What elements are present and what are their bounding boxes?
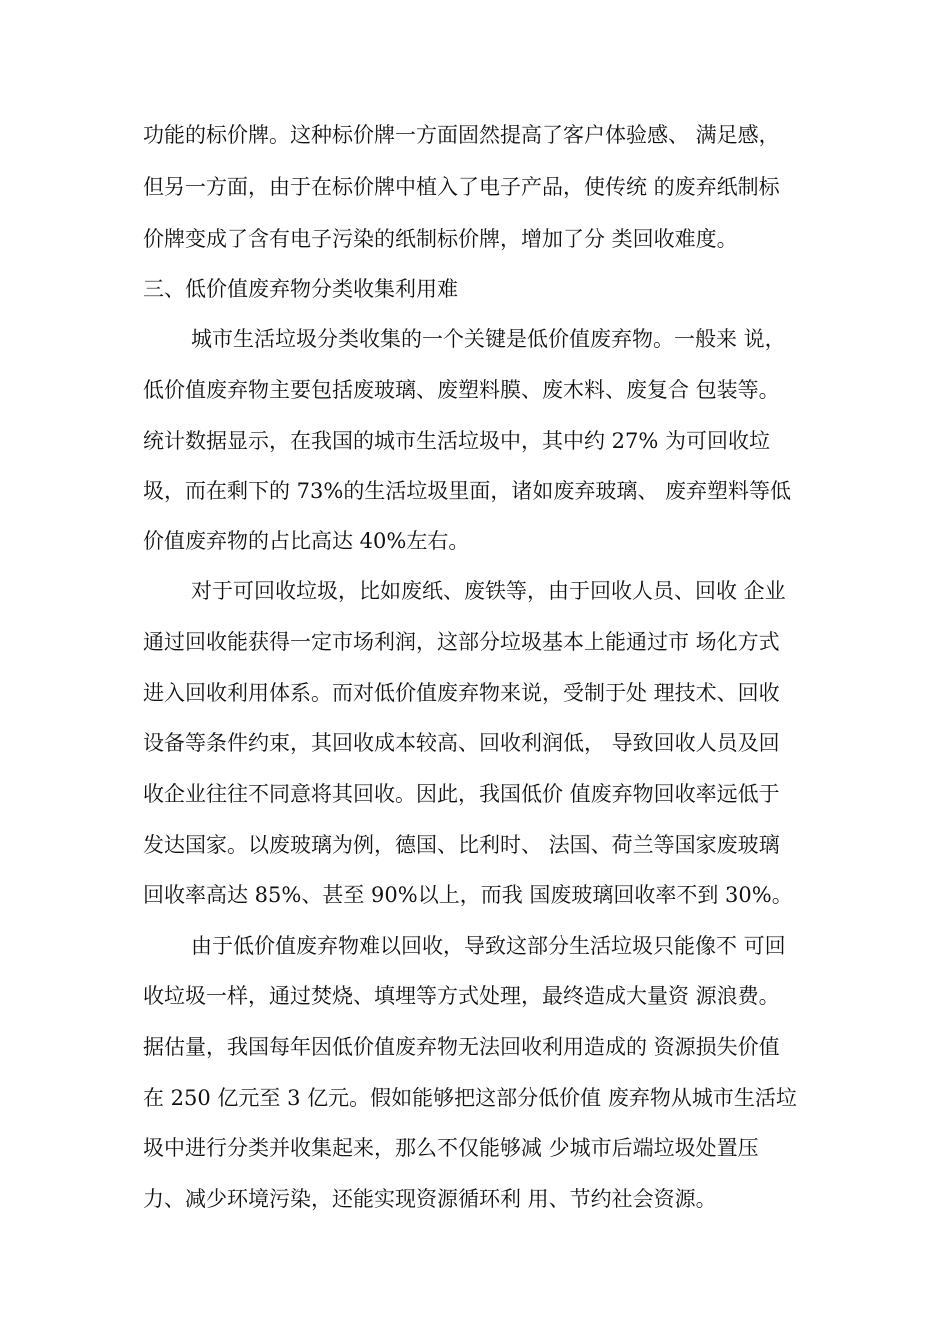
text-line: 圾中进行分类并收集起来，那么不仅能够减 少城市后端垃圾处置压	[143, 1136, 759, 1160]
text-line: 城市生活垃圾分类收集的一个关键是低价值废弃物。一般来 说，	[191, 327, 786, 351]
text-line: 据估量，我国每年因低价值废弃物无法回收利用造成的 资源损失价值	[143, 1035, 780, 1059]
text-line: 对于可回收垃圾，比如废纸、废铁等，由于回收人员、回收 企业	[191, 579, 786, 603]
text-line: 在 250 亿元至 3 亿元。假如能够把这部分低价值 废弃物从城市生活垃	[143, 1086, 797, 1110]
text-line: 收垃圾一样，通过焚烧、填埋等方式处理，最终造成大量资 源浪费。	[143, 984, 780, 1008]
text-line: 发达国家。以废玻璃为例，德国、比利时、 法国、荷兰等国家废玻璃	[143, 833, 780, 857]
text-line: 由于低价值废弃物难以回收，导致这部分生活垃圾只能像不 可回	[191, 934, 786, 958]
text-line: 统计数据显示，在我国的城市生活垃圾中，其中约 27% 为可回收垃	[143, 429, 771, 453]
text-line: 功能的标价牌。这种标价牌一方面固然提高了客户体验感、 满足感，	[143, 123, 780, 147]
text-line: 回收率高达 85%、甚至 90%以上，而我 国废玻璃回收率不到 30%。	[143, 883, 793, 907]
text-line: 低价值废弃物主要包括废玻璃、废塑料膜、废木料、废复合 包装等。	[143, 378, 780, 402]
section-heading: 三、低价值废弃物分类收集利用难	[143, 277, 458, 301]
text-line: 但另一方面，由于在标价牌中植入了电子产品，使传统 的废弃纸制标	[143, 175, 780, 199]
text-line: 进入回收利用体系。而对低价值废弃物来说，受制于处 理技术、回收	[143, 681, 780, 705]
text-line: 价值废弃物的占比高达 40%左右。	[143, 529, 470, 553]
text-line: 价牌变成了含有电子污染的纸制标价牌，增加了分 类回收难度。	[143, 227, 738, 251]
text-line: 设备等条件约束，其回收成本较高、回收利润低， 导致回收人员及回	[143, 731, 780, 755]
text-line: 圾，而在剩下的 73%的生活垃圾里面，诸如废弃玻璃、 废弃塑料等低	[143, 479, 792, 503]
text-line: 力、减少环境污染，还能实现资源循环利 用、节约社会资源。	[143, 1187, 717, 1211]
text-line: 收企业往往不同意将其回收。因此，我国低价 值废弃物回收率远低于	[143, 782, 780, 806]
text-line: 通过回收能获得一定市场利润，这部分垃圾基本上能通过市 场化方式	[143, 630, 780, 654]
